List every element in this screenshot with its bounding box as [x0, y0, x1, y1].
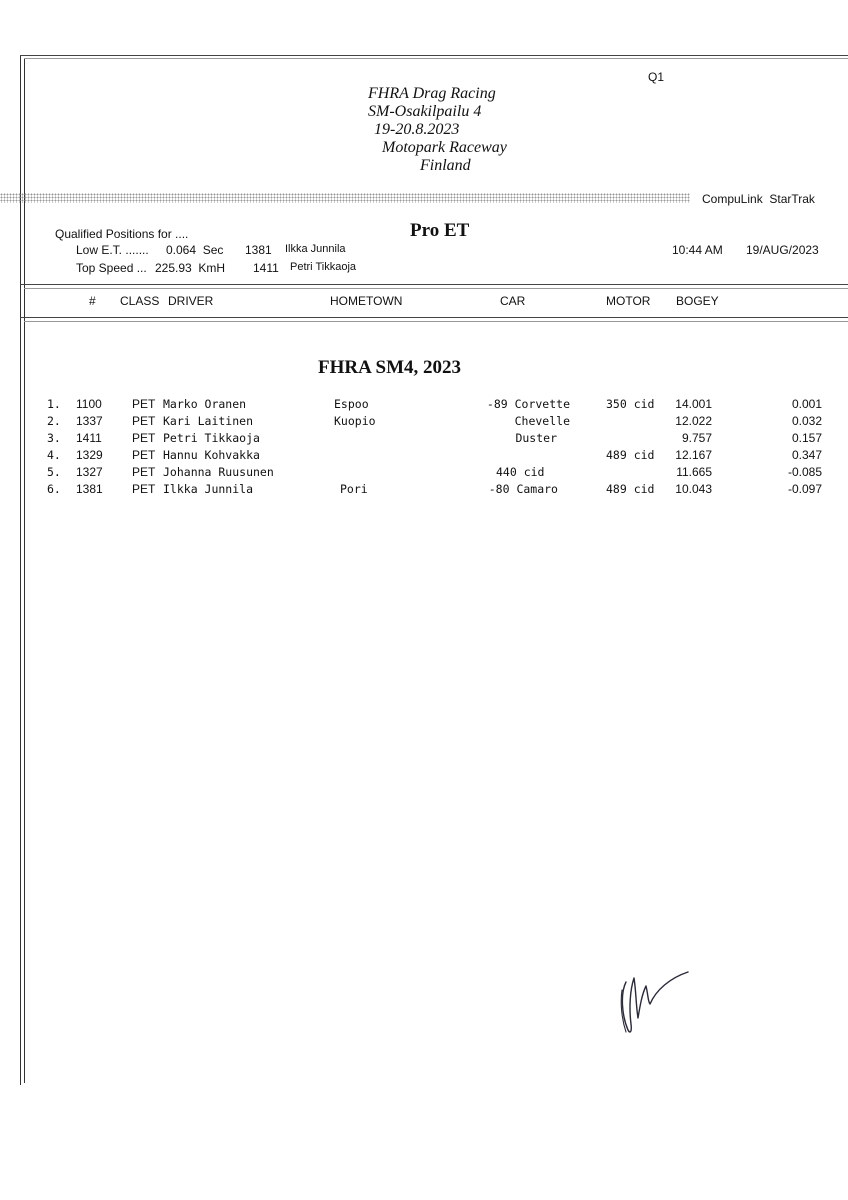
row-hometown: Espoo — [334, 397, 369, 411]
row-no: 1411 — [76, 431, 102, 445]
row-car: -80 Camaro — [488, 482, 558, 496]
low-et-driver: Ilkka Junnila — [285, 243, 346, 255]
software-label: CompuLink StarTrak — [702, 192, 815, 206]
row-car: 440 cid — [496, 465, 545, 479]
table-row — [0, 482, 848, 499]
row-bogey: 10.043 — [675, 482, 712, 496]
row-bogey: 11.665 — [676, 465, 712, 479]
section-title: FHRA SM4, 2023 — [318, 357, 462, 378]
dotted-separator — [0, 193, 690, 203]
row-diff: -0.097 — [787, 482, 822, 496]
row-driver: Marko Oranen — [163, 397, 247, 411]
row-pos: 2. — [47, 414, 61, 428]
row-car: -89 Corvette — [486, 397, 570, 411]
left-border-inner — [24, 58, 25, 1083]
row-driver: Petri Tikkaoja — [163, 431, 260, 445]
row-class: PET — [132, 397, 156, 411]
row-pos: 6. — [47, 482, 61, 496]
col-car: CAR — [500, 294, 526, 308]
row-diff: -0.085 — [787, 465, 822, 479]
row-driver: Kari Laitinen — [163, 414, 254, 428]
row-class: PET — [132, 448, 156, 462]
qualified-label: Qualified Positions for .... — [55, 227, 189, 241]
row-car: Duster — [515, 431, 557, 445]
row-pos: 3. — [47, 431, 61, 445]
col-class: CLASS — [120, 294, 160, 308]
top-speed-value: 225.93 KmH — [155, 261, 226, 275]
row-pos: 4. — [47, 448, 61, 462]
row-no: 1381 — [76, 482, 103, 496]
header-rule-top — [20, 284, 848, 285]
col-motor: MOTOR — [606, 294, 651, 308]
event-line: Motopark Raceway — [382, 139, 507, 156]
row-hometown: Pori — [340, 482, 368, 496]
row-driver: Johanna Ruusunen — [163, 465, 274, 479]
col-bogey: BOGEY — [676, 294, 719, 308]
top-speed-driver: Petri Tikkaoja — [290, 261, 357, 273]
header-rule-bottom-2 — [24, 321, 848, 322]
event-line: 19-20.8.2023 — [374, 121, 460, 138]
table-row — [0, 397, 848, 414]
row-class: PET — [132, 431, 156, 445]
row-pos: 1. — [47, 397, 61, 411]
row-class: PET — [132, 482, 156, 496]
top-speed-label: Top Speed ... — [76, 261, 147, 275]
report-date: 19/AUG/2023 — [746, 243, 819, 257]
row-diff: 0.001 — [791, 397, 822, 411]
row-motor: 489 cid — [606, 482, 655, 496]
class-title: Pro ET — [410, 220, 470, 241]
table-row — [0, 465, 848, 482]
row-no: 1100 — [76, 397, 102, 411]
event-line: FHRA Drag Racing — [368, 85, 496, 102]
row-hometown: Kuopio — [334, 414, 376, 428]
row-no: 1327 — [76, 465, 103, 479]
low-et-value: 0.064 Sec — [166, 243, 224, 257]
row-bogey: 9.757 — [681, 431, 712, 445]
signature — [610, 960, 700, 1040]
left-border — [20, 55, 21, 1085]
top-rule-inner — [24, 58, 848, 59]
row-pos: 5. — [47, 465, 61, 479]
row-motor: 350 cid — [606, 397, 655, 411]
row-no: 1329 — [76, 448, 103, 462]
row-bogey: 12.022 — [675, 414, 712, 428]
table-row — [0, 414, 848, 431]
col-hometown: HOMETOWN — [330, 294, 403, 308]
row-no: 1337 — [76, 414, 103, 428]
row-bogey: 14.001 — [675, 397, 712, 411]
row-motor: 489 cid — [606, 448, 655, 462]
event-line: SM-Osakilpailu 4 — [368, 103, 482, 120]
row-car: Chevelle — [514, 414, 570, 428]
event-line: Finland — [420, 157, 471, 174]
session-label: Q1 — [648, 70, 665, 84]
row-diff: 0.157 — [791, 431, 822, 445]
header-rule-top-2 — [24, 288, 848, 289]
row-bogey: 12.167 — [675, 448, 712, 462]
row-class: PET — [132, 414, 156, 428]
header-rule-bottom — [20, 317, 848, 318]
col-driver: DRIVER — [168, 294, 214, 308]
low-et-no: 1381 — [245, 243, 272, 257]
table-row — [0, 448, 848, 465]
table-row — [0, 431, 848, 448]
row-driver: Ilkka Junnila — [163, 482, 254, 496]
row-driver: Hannu Kohvakka — [163, 448, 260, 462]
row-diff: 0.032 — [791, 414, 822, 428]
event-header — [362, 85, 542, 175]
col-num: # — [89, 294, 96, 308]
top-rule — [20, 55, 848, 56]
row-class: PET — [132, 465, 156, 479]
report-time: 10:44 AM — [672, 243, 723, 257]
top-speed-no: 1411 — [253, 261, 279, 275]
low-et-label: Low E.T. ....... — [76, 243, 149, 257]
row-diff: 0.347 — [791, 448, 822, 462]
